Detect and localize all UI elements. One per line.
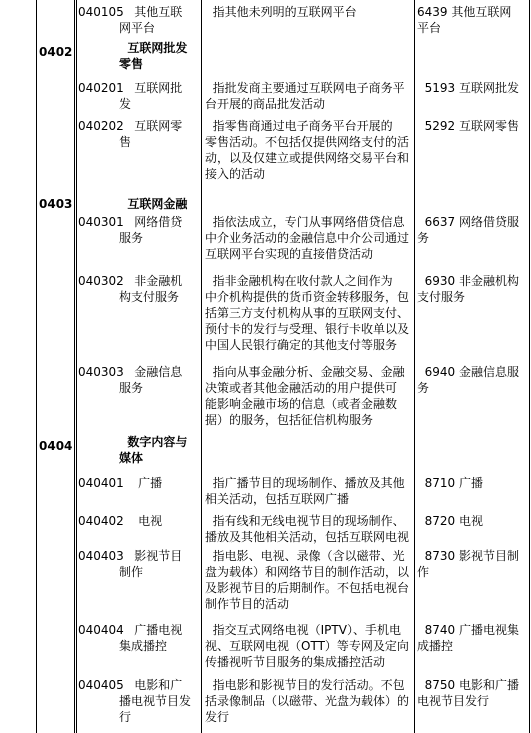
industry-code: 040302 — [78, 274, 124, 288]
industry-code: 040402 — [78, 514, 124, 528]
group-code: 0402 — [39, 45, 73, 59]
industry-description: 指有线和无线电视节目的现场制作、 播放及其他相关活动，包括互联网电视 — [205, 514, 410, 544]
industry-name: 广播电视 集成播控 — [119, 623, 183, 653]
industry-name: 广播 — [119, 476, 163, 490]
group-code: 0404 — [39, 439, 73, 453]
industry-description: 指电影、电视、录像（含以磁带、光 盘为载体）和网络节目的制作活动，以 及影视节目的后期制作。不包括电视台 制作节目的活动 — [205, 549, 410, 611]
industry-name: 其他互联 网平台 — [119, 5, 183, 35]
industry-name: 非金融机 构支付服务 — [119, 274, 183, 304]
industry-name: 电影和广 播电视节目发 行 — [119, 678, 192, 724]
industry-description: 指批发商主要通过互联网电子商务平 台开展的商品批发活动 — [205, 81, 405, 111]
industry-description: 指电影和影视节目的发行活动。不包 括录像制品（以磁带、光盘为载体）的 发行 — [205, 678, 410, 724]
industry-code: 040303 — [78, 365, 124, 379]
industry-code: 040405 — [78, 678, 124, 692]
industry-code: 040202 — [78, 119, 124, 133]
industry-code: 040201 — [78, 81, 124, 95]
reference-code: 5292 互联网零售 — [417, 119, 519, 133]
industry-code: 040105 — [78, 5, 124, 19]
reference-code: 8750 电影和广播 电视节目发行 — [417, 678, 519, 708]
reference-code: 6930 非金融机构 支付服务 — [417, 274, 519, 304]
industry-code: 040403 — [78, 549, 124, 563]
industry-name: 互联网零 售 — [119, 119, 183, 149]
industry-description: 指向从事金融分析、金融交易、金融 决策或者其他金融活动的用户提供可 能影响金融市场的信息（或者金融数 据）的服务，包括征信机构服务 — [205, 365, 405, 427]
group-name: 互联网批发 零售 — [119, 41, 188, 71]
reference-code: 5193 互联网批发 — [417, 81, 519, 95]
industry-name: 互联网批 发 — [119, 81, 183, 111]
industry-description: 指依法成立，专门从事网络借贷信息 中介业务活动的金融信息中介公司通过 互联网平台实现的直接借贷活动 — [205, 215, 410, 261]
industry-description: 指广播节目的现场制作、播放及其他 相关活动，包括互联网广播 — [205, 476, 405, 506]
reference-code: 8710 广播 — [417, 476, 483, 490]
reference-code: 8730 影视节目制 作 — [417, 549, 519, 579]
industry-name: 电视 — [119, 514, 163, 528]
industry-description: 指非金融机构在收付款人之间作为 中介机构提供的货币资金转移服务，包 括第三方支付机构从事的互联网支付、 预付卡的发行与受理、银行卡收单以及 中国人民银行确定的其他支付等服务 — [205, 274, 410, 352]
industry-name: 金融信息 服务 — [119, 365, 183, 395]
table-border — [36, 0, 37, 733]
industry-name: 网络借贷 服务 — [119, 215, 183, 245]
reference-code: 6940 金融信息服 务 — [417, 365, 519, 395]
group-code: 0403 — [39, 197, 73, 211]
industry-description: 指其他未列明的互联网平台 — [205, 5, 357, 19]
reference-code: 6637 网络借贷服 务 — [417, 215, 519, 245]
industry-name: 影视节目 制作 — [119, 549, 183, 579]
industry-code: 040404 — [78, 623, 124, 637]
group-name: 数字内容与 媒体 — [119, 435, 188, 465]
industry-description: 指零售商通过电子商务平台开展的 零售活动。不包括仅提供网络支付的活 动，以及仅建立或提供网络交易平台和 接入的活动 — [205, 119, 410, 181]
table-border — [74, 0, 77, 733]
group-name: 互联网金融 — [119, 197, 188, 211]
reference-code: 6439 其他互联网 平台 — [417, 5, 512, 35]
industry-code: 040301 — [78, 215, 124, 229]
reference-code: 8720 电视 — [417, 514, 483, 528]
industry-code: 040401 — [78, 476, 124, 490]
reference-code: 8740 广播电视集 成播控 — [417, 623, 519, 653]
industry-description: 指交互式网络电视（IPTV）、手机电 视、互联网电视（OTT）等专网及定向 传播视听节目服务的集成播控活动 — [205, 623, 409, 669]
